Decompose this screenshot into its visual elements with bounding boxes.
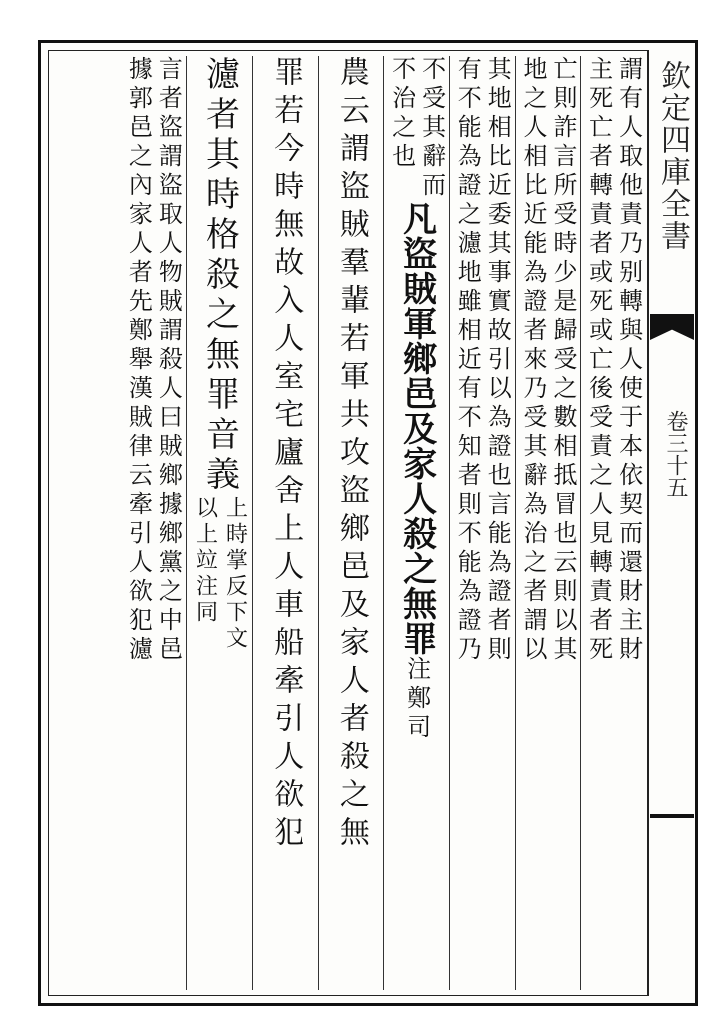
annotation-line: 上時掌反下文 bbox=[222, 496, 248, 652]
bottom-rule-mark bbox=[650, 814, 694, 818]
text-column-7 bbox=[186, 56, 252, 990]
annotation-line: 注鄭司 bbox=[402, 656, 431, 743]
text-column-6 bbox=[252, 56, 318, 990]
text-column-3 bbox=[449, 56, 515, 990]
annotation-line: 不治之也 bbox=[387, 56, 416, 172]
text-column-1 bbox=[580, 56, 646, 990]
annotation-line: 亡則詐言所受時少是歸受之數相抵冒也云則以其 bbox=[548, 56, 577, 665]
main-text: 濾者其時格殺之無罪音義 bbox=[199, 56, 240, 496]
text-column-5 bbox=[318, 56, 384, 990]
annotation-line: 地之人相比近能為證者來乃受其辭為治之者謂以 bbox=[518, 56, 547, 665]
annotation-line: 謂有人取他責乃别轉與人使于本依契而還財主財 bbox=[614, 56, 643, 665]
annotation-line: 有不能為證之濾地雖相近有不知者則不能為證乃 bbox=[453, 56, 482, 665]
main-text: 凡盜賊軍鄉邑及家人殺之無罪 bbox=[396, 201, 437, 656]
annotation-line: 主死亡者轉責者或死或亡後受責之人見轉責者死 bbox=[584, 56, 613, 665]
text-column-8 bbox=[121, 56, 187, 990]
annotation-line: 其地相比近委其事實故引以為證也言能為證者則 bbox=[483, 56, 512, 665]
text-column-2 bbox=[515, 56, 581, 990]
annotation-line: 據郭邑之內家人者先鄭舉漢賊律云牽引人欲犯濾 bbox=[124, 56, 153, 665]
annotation-line: 不受其辭而 bbox=[417, 56, 446, 201]
text-column-4 bbox=[383, 56, 449, 990]
text-columns bbox=[54, 56, 646, 990]
annotation-line: 言者盜謂盜取人物賊謂殺人曰賊鄉據鄉黨之中邑 bbox=[154, 56, 183, 665]
book-title: 欽定四庫全書 bbox=[655, 60, 690, 252]
main-text: 罪若今時無故入人室宅廬舍上人車船牽引人欲犯 bbox=[268, 56, 304, 854]
volume-number: 卷三十五 bbox=[663, 410, 688, 498]
annotation-line: 以上竝注同 bbox=[192, 496, 218, 626]
main-text: 農云謂盜賊羣輩若軍共攻盜鄉邑及家人者殺之無 bbox=[333, 56, 369, 854]
